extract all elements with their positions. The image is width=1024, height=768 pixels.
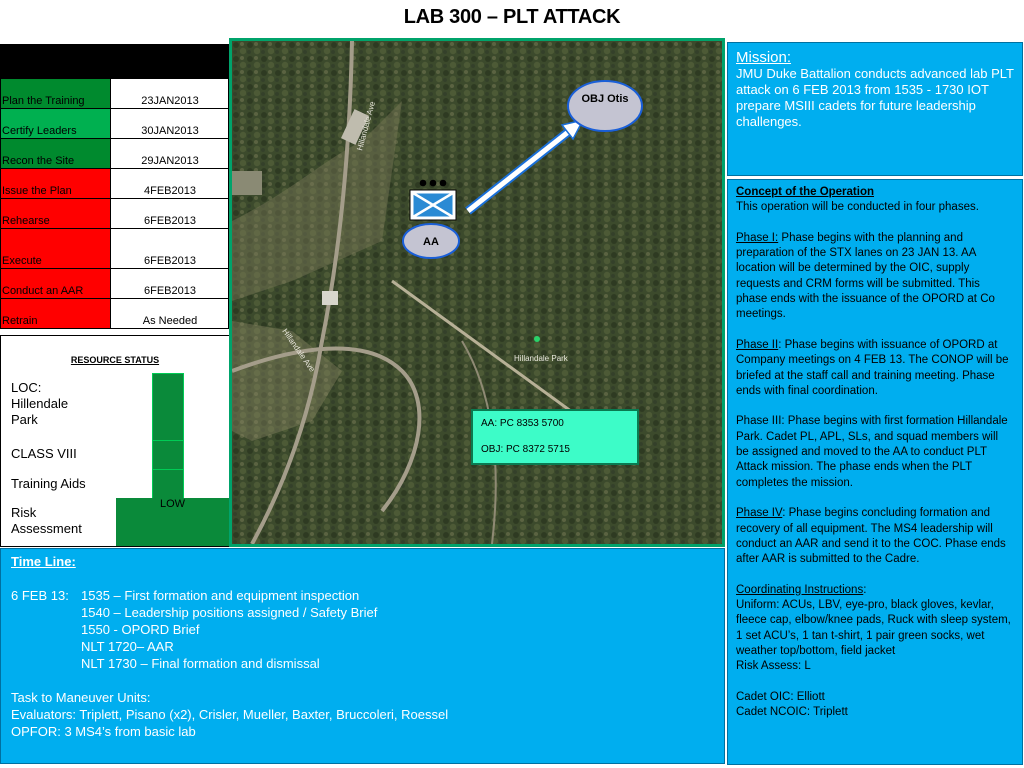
page-title: LAB 300 – PLT ATTACK <box>403 6 621 28</box>
concept-heading: Concept of the Operation <box>736 186 874 198</box>
cadet-ncoic: Cadet NCOIC: Triplett <box>736 706 848 719</box>
timeline-item: 1550 - OPORD Brief <box>81 622 200 637</box>
table-row <box>1 299 229 329</box>
task-date: 23JAN2013 <box>111 79 229 109</box>
map-image <box>232 41 722 544</box>
table-row <box>1 199 229 229</box>
task-date: 29JAN2013 <box>111 139 229 169</box>
table-row <box>1 169 229 199</box>
timeline-item: 1535 – First formation and equipment inspection <box>81 588 360 603</box>
task-date: 6FEB2013 <box>111 229 229 269</box>
phase-2-label: Phase II <box>736 338 779 351</box>
table-row <box>1 229 229 269</box>
timeline-panel <box>0 548 725 764</box>
satellite-map <box>229 38 725 547</box>
phase-1-text: Phase begins with the planning and preparation of the STX lanes on 23 JAN 13. AA location will be determined by the OIC, supply requests and CRM forms will be submitted. This phase ends with the issuance of the OPORD at Co meetings. <box>736 231 995 321</box>
task-date: 4FEB2013 <box>111 169 229 199</box>
task-name: Issue the Plan <box>1 169 111 199</box>
park-label: Hillandale Park <box>514 354 568 363</box>
coordinating-instructions-text: Uniform: ACUs, LBV, eye-pro, black gloves, kevlar, fleece cap, elbow/knee pads, Ruck with sleep system, 1 set ACU’s, 1 tan t-shirt, 1 pair green socks, wet weather top/bottom, field jacket <box>736 599 1011 657</box>
concept-panel: Concept of the Operation This operation will be conducted in four phases. Phase I: Phase begins with the planning and preparation of the STX lanes on 23 JAN 13. AA location will be determined by the OIC, supply requests and CRM forms will be submitted. This phase ends with the issuance of the OPORD at Co meetings. Phase II: Phase begins with issuance of OPORD at Company meetings on 4 FEB 13. The CONOP will be briefed at the staff call and training meeting. Phase ends with final coordination. Phase III: Phase begins with first formation Hillandale Park. Cadet PL, APL, SLs, and squad members will be assigned and moved to the AA to conduct PLT Attack mission. The phase ends when the PLT completes the mission. Phase IV: Phase begins concluding formation and recovery of all equipment. The MS4 leadership will conduct an AAR and send it to the COC. Phase ends after AAR is submitted to the Cadre. Coordinating Instructions: Uniform: ACUs, LBV, eye-pro, black gloves, kevlar, fleece cap, elbow/knee pads, Ruck with sleep system, 1 set ACU’s, 1 tan t-shirt, 1 pair green socks, wet weather top/bottom, field jacket Risk Assess: L Cadet OIC: Elliott Cadet NCOIC: Triplett <box>727 179 1023 765</box>
table-row <box>1 269 229 299</box>
task-name: Recon the Site <box>1 139 111 169</box>
class-viii-status-cell <box>152 440 184 470</box>
road-label: Hillandale Ave <box>280 326 317 374</box>
task-date: 6FEB2013 <box>111 199 229 229</box>
table-row <box>1 139 229 169</box>
road-label: Hillandale Ave <box>355 100 378 152</box>
task-name: Certify Leaders <box>1 109 111 139</box>
task-date: As Needed <box>111 299 229 329</box>
phase-3-text: Phase III: Phase begins with first formation Hillandale Park. Cadet PL, APL, SLs, and squad members will be assigned and moved to the AA to conduct PLT Attack mission. The phase ends when the PLT completes the mission. <box>736 415 1008 489</box>
mission-heading: Mission: <box>736 49 792 66</box>
assembly-area-label: AA <box>423 236 439 248</box>
opfor-text: OPFOR: 3 MS4’s from basic lab <box>11 724 196 739</box>
task-date: 6FEB2013 <box>111 269 229 299</box>
evaluators-text: Evaluators: Triplett, Pisano (x2), Crisler, Mueller, Baxter, Bruccoleri, Roessel <box>11 707 449 722</box>
task-name: Conduct an AAR <box>1 269 111 299</box>
task-name: Retrain <box>1 299 111 329</box>
header-bar <box>0 44 229 78</box>
training-aids-status-cell <box>152 469 184 499</box>
table-row <box>1 109 229 139</box>
loc-label: LOC: Hillendale Park <box>11 380 69 427</box>
timeline-item: 1540 – Leadership positions assigned / Safety Brief <box>81 605 378 620</box>
objective-label: OBJ Otis <box>581 93 629 105</box>
cadet-oic: Cadet OIC: Elliott <box>736 690 825 703</box>
task-name: Plan the Training <box>1 79 111 109</box>
resource-status-panel <box>0 335 230 547</box>
concept-intro: This operation will be conducted in four phases. <box>736 201 979 214</box>
phase-2-text: : Phase begins with issuance of OPORD at Company meetings on 4 FEB 13. The CONOP will be briefed at the staff call and training meeting. Phase ends with final coordination. <box>736 338 1009 397</box>
class-viii-label: CLASS VIII <box>11 446 77 461</box>
training-aids-label: Training Aids <box>11 476 86 491</box>
timeline-heading: Time Line: <box>11 554 76 569</box>
timeline-item: NLT 1730 – Final formation and dismissal <box>81 656 320 671</box>
risk-assess-text: Risk Assess: L <box>736 660 811 673</box>
task-heading: Task to Maneuver Units: <box>11 690 151 705</box>
aa-coordinate: AA: PC 8353 5700 <box>481 418 564 429</box>
phase-4-label: Phase IV <box>736 507 783 520</box>
resource-status-title: RESOURCE STATUS <box>70 355 160 365</box>
task-name: Rehearse <box>1 199 111 229</box>
coordinating-instructions-label: Coordinating Instructions <box>736 583 864 596</box>
loc-status-cell <box>152 373 184 441</box>
phase-4-text: : Phase begins concluding formation and recovery of all equipment. The MS4 leadership will conduct an AAR and send it to the COC. Phase ends after AAR is submitted to the Cadre. <box>736 507 1006 566</box>
risk-assessment-label: Risk Assessment <box>11 505 82 536</box>
task-name: Execute <box>1 229 111 269</box>
phase-1-label: Phase I: <box>736 231 779 244</box>
objective-marker <box>568 81 642 131</box>
timeline-date: 6 FEB 13: <box>11 588 69 603</box>
grid-coordinates-box <box>471 409 639 465</box>
risk-assessment-value: LOW <box>116 498 229 546</box>
mission-panel <box>727 42 1023 176</box>
task-status-table <box>0 78 229 329</box>
obj-coordinate: OBJ: PC 8372 5715 <box>481 444 570 455</box>
table-row <box>1 79 229 109</box>
task-date: 30JAN2013 <box>111 109 229 139</box>
timeline-item: NLT 1720– AAR <box>81 639 174 654</box>
mission-text: JMU Duke Battalion conducts advanced lab PLT attack on 6 FEB 2013 from 1535 - 1730 IOT prepare MSIII cadets for future leadership challenges. <box>736 66 1014 129</box>
